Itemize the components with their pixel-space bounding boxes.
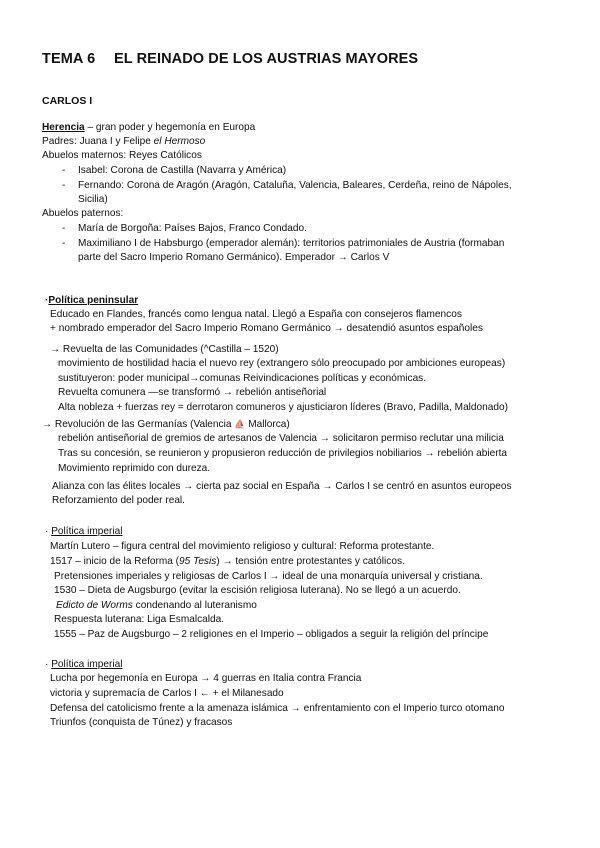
text-line: Reforzamiento del poder real. [52, 495, 185, 506]
germanias-line [42, 417, 290, 432]
list-item: Fernando: Corona de Aragón (Aragón, Cataluña, Valencia, Baleares, Cerdeña, reino de Nápoles, [78, 180, 512, 191]
padres-line [42, 135, 205, 149]
text-line: Tras su concesión, se reunieron y propusieron reducción de privilegios nobiliarios → rebelión abierta [58, 448, 508, 459]
section-heading: CARLOS I [42, 95, 93, 107]
text-line [50, 555, 405, 569]
title-number: TEMA 6 [42, 51, 96, 67]
germanias-rest: Mallorca) [245, 419, 290, 430]
text-italic: 95 Tesis [179, 556, 217, 567]
text-line: 1530 – Dieta de Augsburgo (evitar la escisión religiosa luterana). No se llegó a un acuerdo. [54, 585, 461, 596]
bullet-dash: - [62, 238, 66, 249]
list-item: María de Borgoña: Países Bajos, Franco Condado. [78, 223, 307, 234]
peninsular-heading-line [45, 294, 138, 308]
text-line: Alianza con las élites locales → cierta paz social en España → Carlos I se centró en asuntos europeos [52, 481, 512, 492]
herencia-heading: Herencia [42, 122, 85, 133]
sailboat-icon: ⛵ [234, 419, 246, 429]
imperial-heading: Política imperial [51, 526, 123, 537]
text-part: condenando al luteranismo [132, 600, 257, 611]
text-line: Martín Lutero – figura central del movimiento religioso y cultural: Reforma protestante. [50, 541, 435, 552]
page-title [42, 51, 418, 67]
text-line: Defensa del catolicismo frente a la amenaza islámica → enfrentamiento con el Imperio turco otomano [50, 703, 505, 714]
text-italic: Edicto de Worms [56, 600, 133, 611]
imperial-heading-line [45, 658, 122, 672]
paternos-label: Abuelos paternos: [42, 208, 124, 219]
text-line: sustituyeron: poder municipal→comunas Reivindicaciones políticas y económicas. [58, 373, 427, 384]
text-line: Educado en Flandes, francés como lengua natal. Llegó a España con consejeros flamencos [50, 309, 462, 320]
bullet-dash: - [62, 180, 66, 191]
text-line: victoria y supremacía de Carlos I ← + el Milanesado [50, 688, 284, 699]
imperial-heading-line [45, 525, 122, 539]
text-line: Triunfos (conquista de Túnez) y fracasos [50, 717, 233, 728]
bullet-dot: · [45, 526, 49, 537]
text-line [56, 599, 257, 613]
text-line: Respuesta luterana: Liga Esmalcalda. [54, 614, 225, 625]
imperial-heading: Política imperial [51, 659, 123, 670]
text-line: + nombrado emperador del Sacro Imperio Romano Germánico → desatendió asuntos españoles [50, 323, 483, 334]
text-line: rebelión antiseñorial de gremios de artesanos de Valencia → solicitaron permiso reclutar una milicia [58, 433, 504, 444]
padres-italic: el Hermoso [153, 136, 206, 147]
maternos-label: Abuelos maternos: Reyes Católicos [42, 150, 202, 161]
list-item-cont: Sicilia) [78, 194, 108, 205]
text-line: movimiento de hostilidad hacia el nuevo rey (extrangero sólo preocupado por ambiciones europeas) [58, 358, 506, 369]
germanias-text: → Revolución de las Germanías (Valencia [42, 419, 235, 430]
text-line: → Revuelta de las Comunidades (^Castilla – 1520) [50, 344, 279, 355]
text-part: 1517 – inicio de la Reforma ( [50, 556, 180, 567]
herencia-line [42, 121, 255, 135]
bullet-dot: · [45, 295, 49, 306]
text-line: Alta nobleza + fuerzas rey = derrotaron comuneros y ajusticiaron líderes (Bravo, Padilla, Maldonado) [58, 402, 508, 413]
list-item: Maximiliano I de Habsburgo (emperador alemán): territorios patrimoniales de Austria (formaban [78, 238, 505, 249]
text-line: Pretensiones imperiales y religiosas de Carlos I → ideal de una monarquía universal y cristiana. [54, 571, 483, 582]
list-item-cont: parte del Sacro Imperio Romano Germánico). Emperador → Carlos V [78, 252, 390, 263]
herencia-heading-rest: – gran poder y hegemonía en Europa [84, 122, 256, 133]
peninsular-heading: Política peninsular [48, 295, 139, 306]
title-text: EL REINADO DE LOS AUSTRIAS MAYORES [114, 51, 419, 67]
list-item: Isabel: Corona de Castilla (Navarra y América) [78, 165, 287, 176]
text-part: ) → tensión entre protestantes y católicos. [216, 556, 405, 567]
text-line: Lucha por hegemonía en Europa → 4 guerras en Italia contra Francia [50, 673, 362, 684]
bullet-dash: - [62, 223, 66, 234]
padres-prefix: Padres: Juana I y Felipe [42, 136, 154, 147]
text-line: Revuelta comunera —se transformó → rebelión antiseñorial [58, 387, 327, 398]
bullet-dot: · [45, 659, 49, 670]
text-line: Movimiento reprimido con dureza. [58, 463, 211, 474]
bullet-dash: - [62, 165, 66, 176]
text-line: 1555 – Paz de Augsburgo – 2 religiones en el Imperio – obligados a seguir la religión del príncipe [54, 629, 489, 640]
